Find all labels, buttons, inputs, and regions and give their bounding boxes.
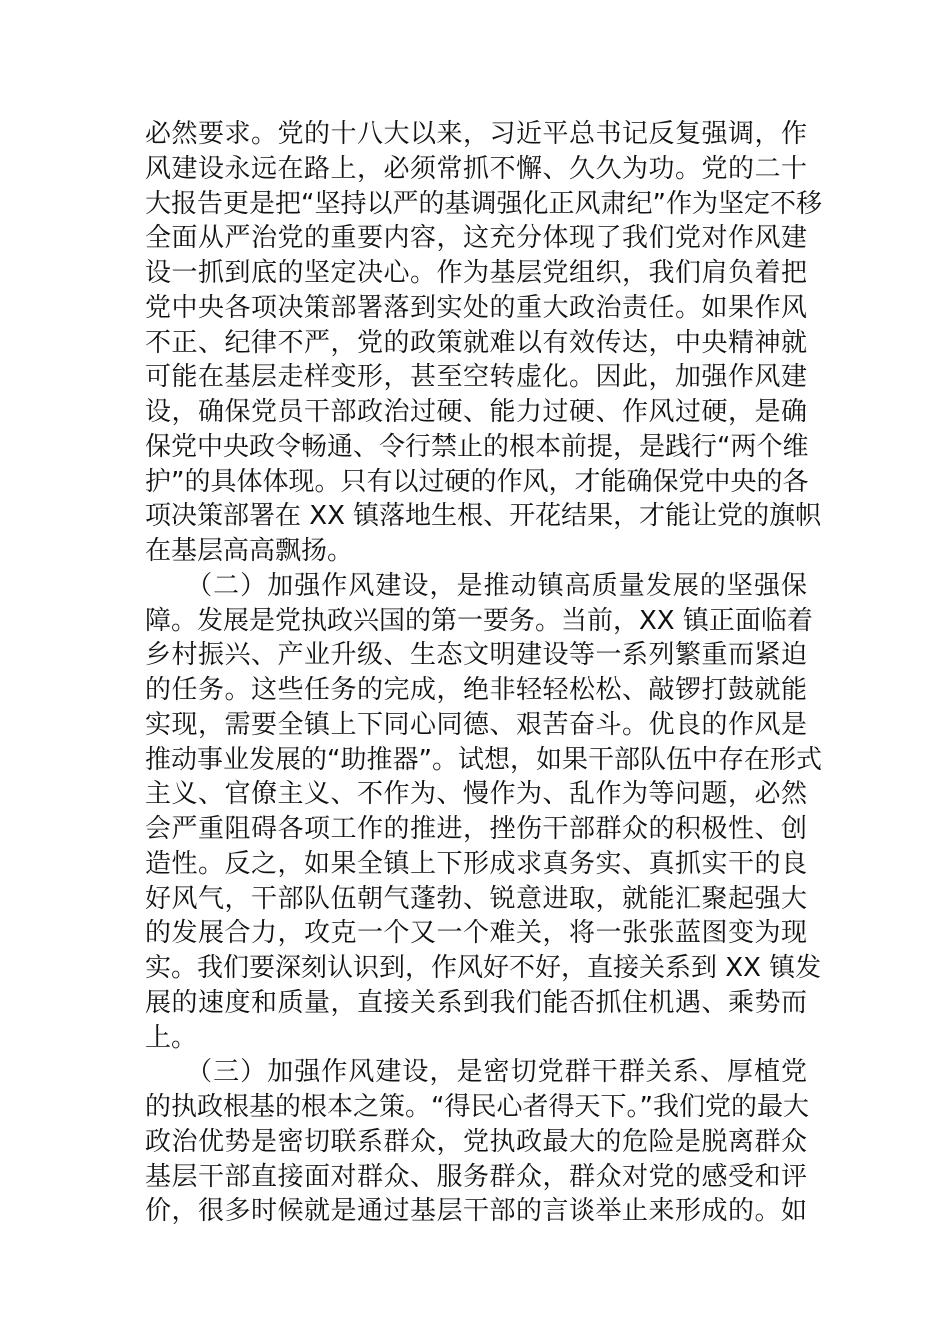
text-line: 护”的具体体现。只有以过硬的作风，才能确保党中央的各 — [145, 466, 809, 497]
text-line: 会严重阻碍各项工作的推进，挫伤干部群众的积极性、创 — [145, 814, 807, 844]
text-line: 造性。反之，如果全镇上下形成求真务实、真抓实干的良 — [145, 848, 807, 879]
text-line: 基层干部直接面对群众、服务群众，群众对党的感受和评 — [145, 1161, 807, 1192]
text-line: （三）加强作风建设，是密切党群干群关系、厚植党 — [145, 1057, 807, 1088]
text-line: 设，确保党员干部政治过硬、能力过硬、作风过硬，是确 — [145, 397, 807, 427]
text-line: 全面从严治党的重要内容，这充分体现了我们党对作风建 — [145, 223, 807, 254]
text-line: 政治优势是密切联系群众，党执政最大的危险是脱离群众 — [145, 1126, 807, 1157]
text-line: （二）加强作风建设，是推动镇高质量发展的坚强保 — [145, 570, 807, 601]
text-line: 必然要求。党的十八大以来，习近平总书记反复强调，作 — [145, 119, 807, 149]
text-line: 党中央各项决策部署落到实处的重大政治责任。如果作风 — [145, 292, 807, 323]
text-line: 价，很多时候就是通过基层干部的言谈举止来形成的。如 — [145, 1196, 807, 1227]
text-line: 项决策部署在 XX 镇落地生根、开花结果，才能让党的旗帜 — [145, 501, 822, 532]
text-line: 主义、官僚主义、不作为、慢作为、乱作为等问题，必然 — [145, 779, 807, 810]
text-line: 的执政根基的根本之策。“得民心者得天下。”我们党的最大 — [145, 1092, 809, 1122]
text-line: 好风气，干部队伍朝气蓬勃、锐意进取，就能汇聚起强大 — [145, 883, 807, 914]
text-line: 在基层高高飘扬。 — [145, 536, 354, 566]
text-line: 设一抓到底的坚定决心。作为基层党组织，我们肩负着把 — [145, 258, 807, 288]
text-line: 推动事业发展的“助推器”。试想，如果干部队伍中存在形式 — [145, 744, 822, 775]
text-line: 大报告更是把“坚持以严的基调强化正风肃纪”作为坚定不移 — [145, 188, 822, 219]
text-line: 乡村振兴、产业升级、生态文明建设等一系列繁重而紧迫 — [145, 640, 807, 671]
text-line: 障。发展是党执政兴国的第一要务。当前，XX 镇正面临着 — [145, 605, 813, 636]
body-text — [145, 117, 822, 1229]
text-line: 实现，需要全镇上下同心同德、艰苦奋斗。优良的作风是 — [145, 709, 807, 740]
text-line: 的任务。这些任务的完成，绝非轻轻松松、敲锣打鼓就能 — [145, 675, 807, 705]
text-line: 展的速度和质量，直接关系到我们能否抓住机遇、乘势而 — [145, 987, 807, 1018]
text-line: 可能在基层走样变形，甚至空转虚化。因此，加强作风建 — [145, 362, 807, 393]
text-line: 保党中央政令畅通、令行禁止的根本前提，是践行“两个维 — [145, 431, 809, 462]
text-line: 不正、纪律不严，党的政策就难以有效传达，中央精神就 — [145, 327, 807, 358]
text-line: 上。 — [145, 1022, 198, 1053]
text-line: 实。我们要深刻认识到，作风好不好，直接关系到 XX 镇发 — [145, 953, 822, 983]
text-line: 风建设永远在路上，必须常抓不懈、久久为功。党的二十 — [145, 153, 807, 184]
text-line: 的发展合力，攻克一个又一个难关，将一张张蓝图变为现 — [145, 918, 807, 949]
